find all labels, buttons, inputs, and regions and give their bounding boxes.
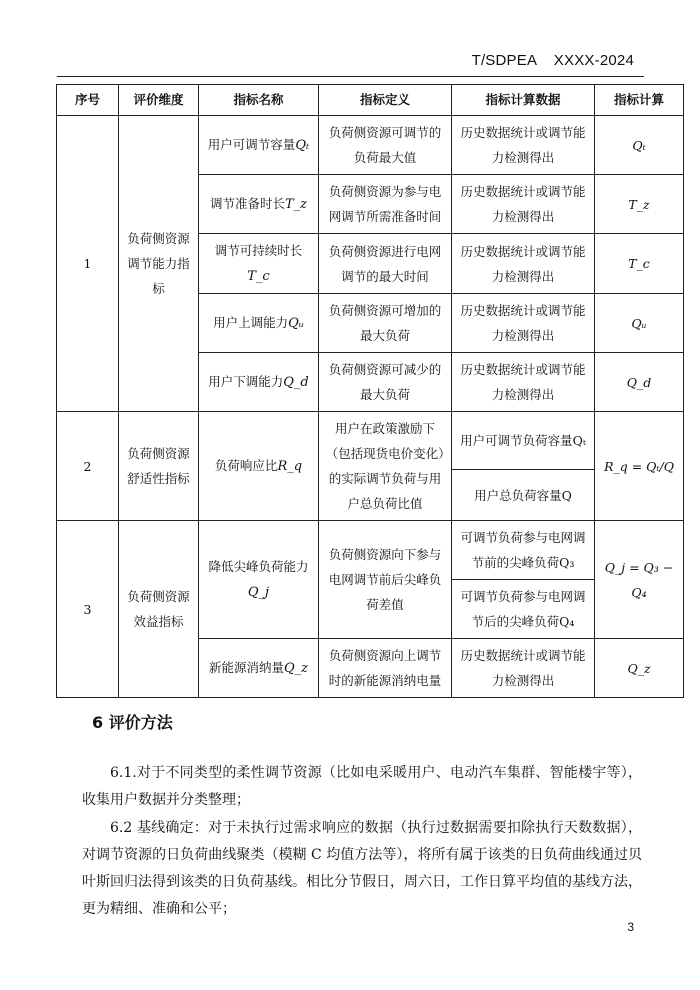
paragraph: 6.2 基线确定：对于未执行过需求响应的数据（执行过数据需要扣除执行天数数据），对调节资源的日负荷曲线聚类（模糊 C 均值方法等），将所有属于该类的日负荷曲线通过贝叶斯回归法得到该类的日负荷基线。相比分节假日，周六日，工作日算平均值的基线方法，更为精细、准确和公平； [82, 820, 642, 917]
header-rule [57, 76, 644, 77]
page-number: 3 [627, 920, 634, 934]
indicator-data: 历史数据统计或调节能力检测得出 [452, 353, 595, 412]
group-dimension: 负荷侧资源舒适性指标 [119, 412, 199, 521]
indicator-definition: 负荷侧资源可调节的负荷最大值 [319, 116, 452, 175]
table-row [57, 116, 684, 175]
indicator-data: 历史数据统计或调节能力检测得出 [452, 234, 595, 294]
indicator-formula: Q_z [595, 639, 684, 698]
indicator-symbol: Qₜ [295, 138, 310, 153]
col-header-formula: 指标计算 [595, 85, 684, 116]
indicator-definition: 负荷侧资源可增加的最大负荷 [319, 294, 452, 353]
col-header-definition: 指标定义 [319, 85, 452, 116]
indicator-formula: T_z [595, 175, 684, 234]
indicator-data: 用户总负荷容量Q [452, 470, 595, 521]
table-row [57, 412, 684, 470]
col-header-no: 序号 [57, 85, 119, 116]
indicator-formula: R_q = Qₜ/Q [595, 412, 684, 521]
indicator-formula: T_c [595, 234, 684, 294]
indicator-symbol: T_z [284, 197, 308, 212]
indicator-definition: 负荷侧资源为参与电网调节所需准备时间 [319, 175, 452, 234]
col-header-name: 指标名称 [199, 85, 319, 116]
indicator-table [56, 84, 684, 698]
indicator-data: 历史数据统计或调节能力检测得出 [452, 294, 595, 353]
indicator-name: 降低尖峰负荷能力 Q_j [199, 521, 319, 639]
indicator-name: 调节准备时长T_z [199, 175, 319, 234]
section-title: 6 评价方法 [92, 713, 173, 732]
indicator-name: 新能源消纳量Q_z [199, 639, 319, 698]
indicator-symbol: Q_z [284, 661, 309, 676]
indicator-name: 调节可持续时长T_c [199, 234, 319, 294]
indicator-formula: Qᵤ [595, 294, 684, 353]
indicator-formula: Q_j = Q₃ − Q₄ [595, 521, 684, 639]
group-dimension: 负荷侧资源效益指标 [119, 521, 199, 698]
indicator-symbol: Qᵤ [288, 316, 304, 331]
indicator-data: 历史数据统计或调节能力检测得出 [452, 116, 595, 175]
indicator-formula: Qₜ [595, 116, 684, 175]
table-header-row [57, 85, 684, 116]
paragraph: 6.1.对于不同类型的柔性调节资源（比如电采暖用户、电动汽车集群、智能楼宇等），收集用户数据并分类整理； [82, 765, 642, 808]
indicator-formula: Q_d [595, 353, 684, 412]
indicator-definition: 用户在政策激励下（包括现货电价变化）的实际调节负荷与用户总负荷比值 [319, 412, 452, 521]
group-no: 3 [57, 521, 119, 698]
indicator-data: 历史数据统计或调节能力检测得出 [452, 175, 595, 234]
group-dimension: 负荷侧资源调节能力指标 [119, 116, 199, 412]
indicator-symbol: R_q [277, 459, 303, 474]
indicator-data: 用户可调节负荷容量Qₜ [452, 412, 595, 470]
indicator-data: 可调节负荷参与电网调节后的尖峰负荷Q₄ [452, 580, 595, 639]
indicator-name: 用户上调能力Qᵤ [199, 294, 319, 353]
indicator-symbol: Q_j [247, 585, 270, 600]
col-header-dimension: 评价维度 [119, 85, 199, 116]
indicator-symbol: Q_d [283, 375, 309, 390]
indicator-data: 历史数据统计或调节能力检测得出 [452, 639, 595, 698]
indicator-data: 可调节负荷参与电网调节前的尖峰负荷Q₃ [452, 521, 595, 580]
indicator-definition: 负荷侧资源进行电网调节的最大时间 [319, 234, 452, 294]
indicator-name: 用户下调能力Q_d [199, 353, 319, 412]
indicator-name: 用户可调节容量Qₜ [199, 116, 319, 175]
group-no: 1 [57, 116, 119, 412]
indicator-definition: 负荷侧资源向下参与电网调节前后尖峰负荷差值 [319, 521, 452, 639]
indicator-name: 负荷响应比R_q [199, 412, 319, 521]
indicator-definition: 负荷侧资源可减少的最大负荷 [319, 353, 452, 412]
indicator-symbol: T_c [247, 269, 270, 284]
indicator-definition: 负荷侧资源向上调节时的新能源消纳电量 [319, 639, 452, 698]
col-header-data: 指标计算数据 [452, 85, 595, 116]
group-no: 2 [57, 412, 119, 521]
table-row [57, 521, 684, 580]
standard-code: T/SDPEA XXXX-2024 [471, 52, 634, 69]
